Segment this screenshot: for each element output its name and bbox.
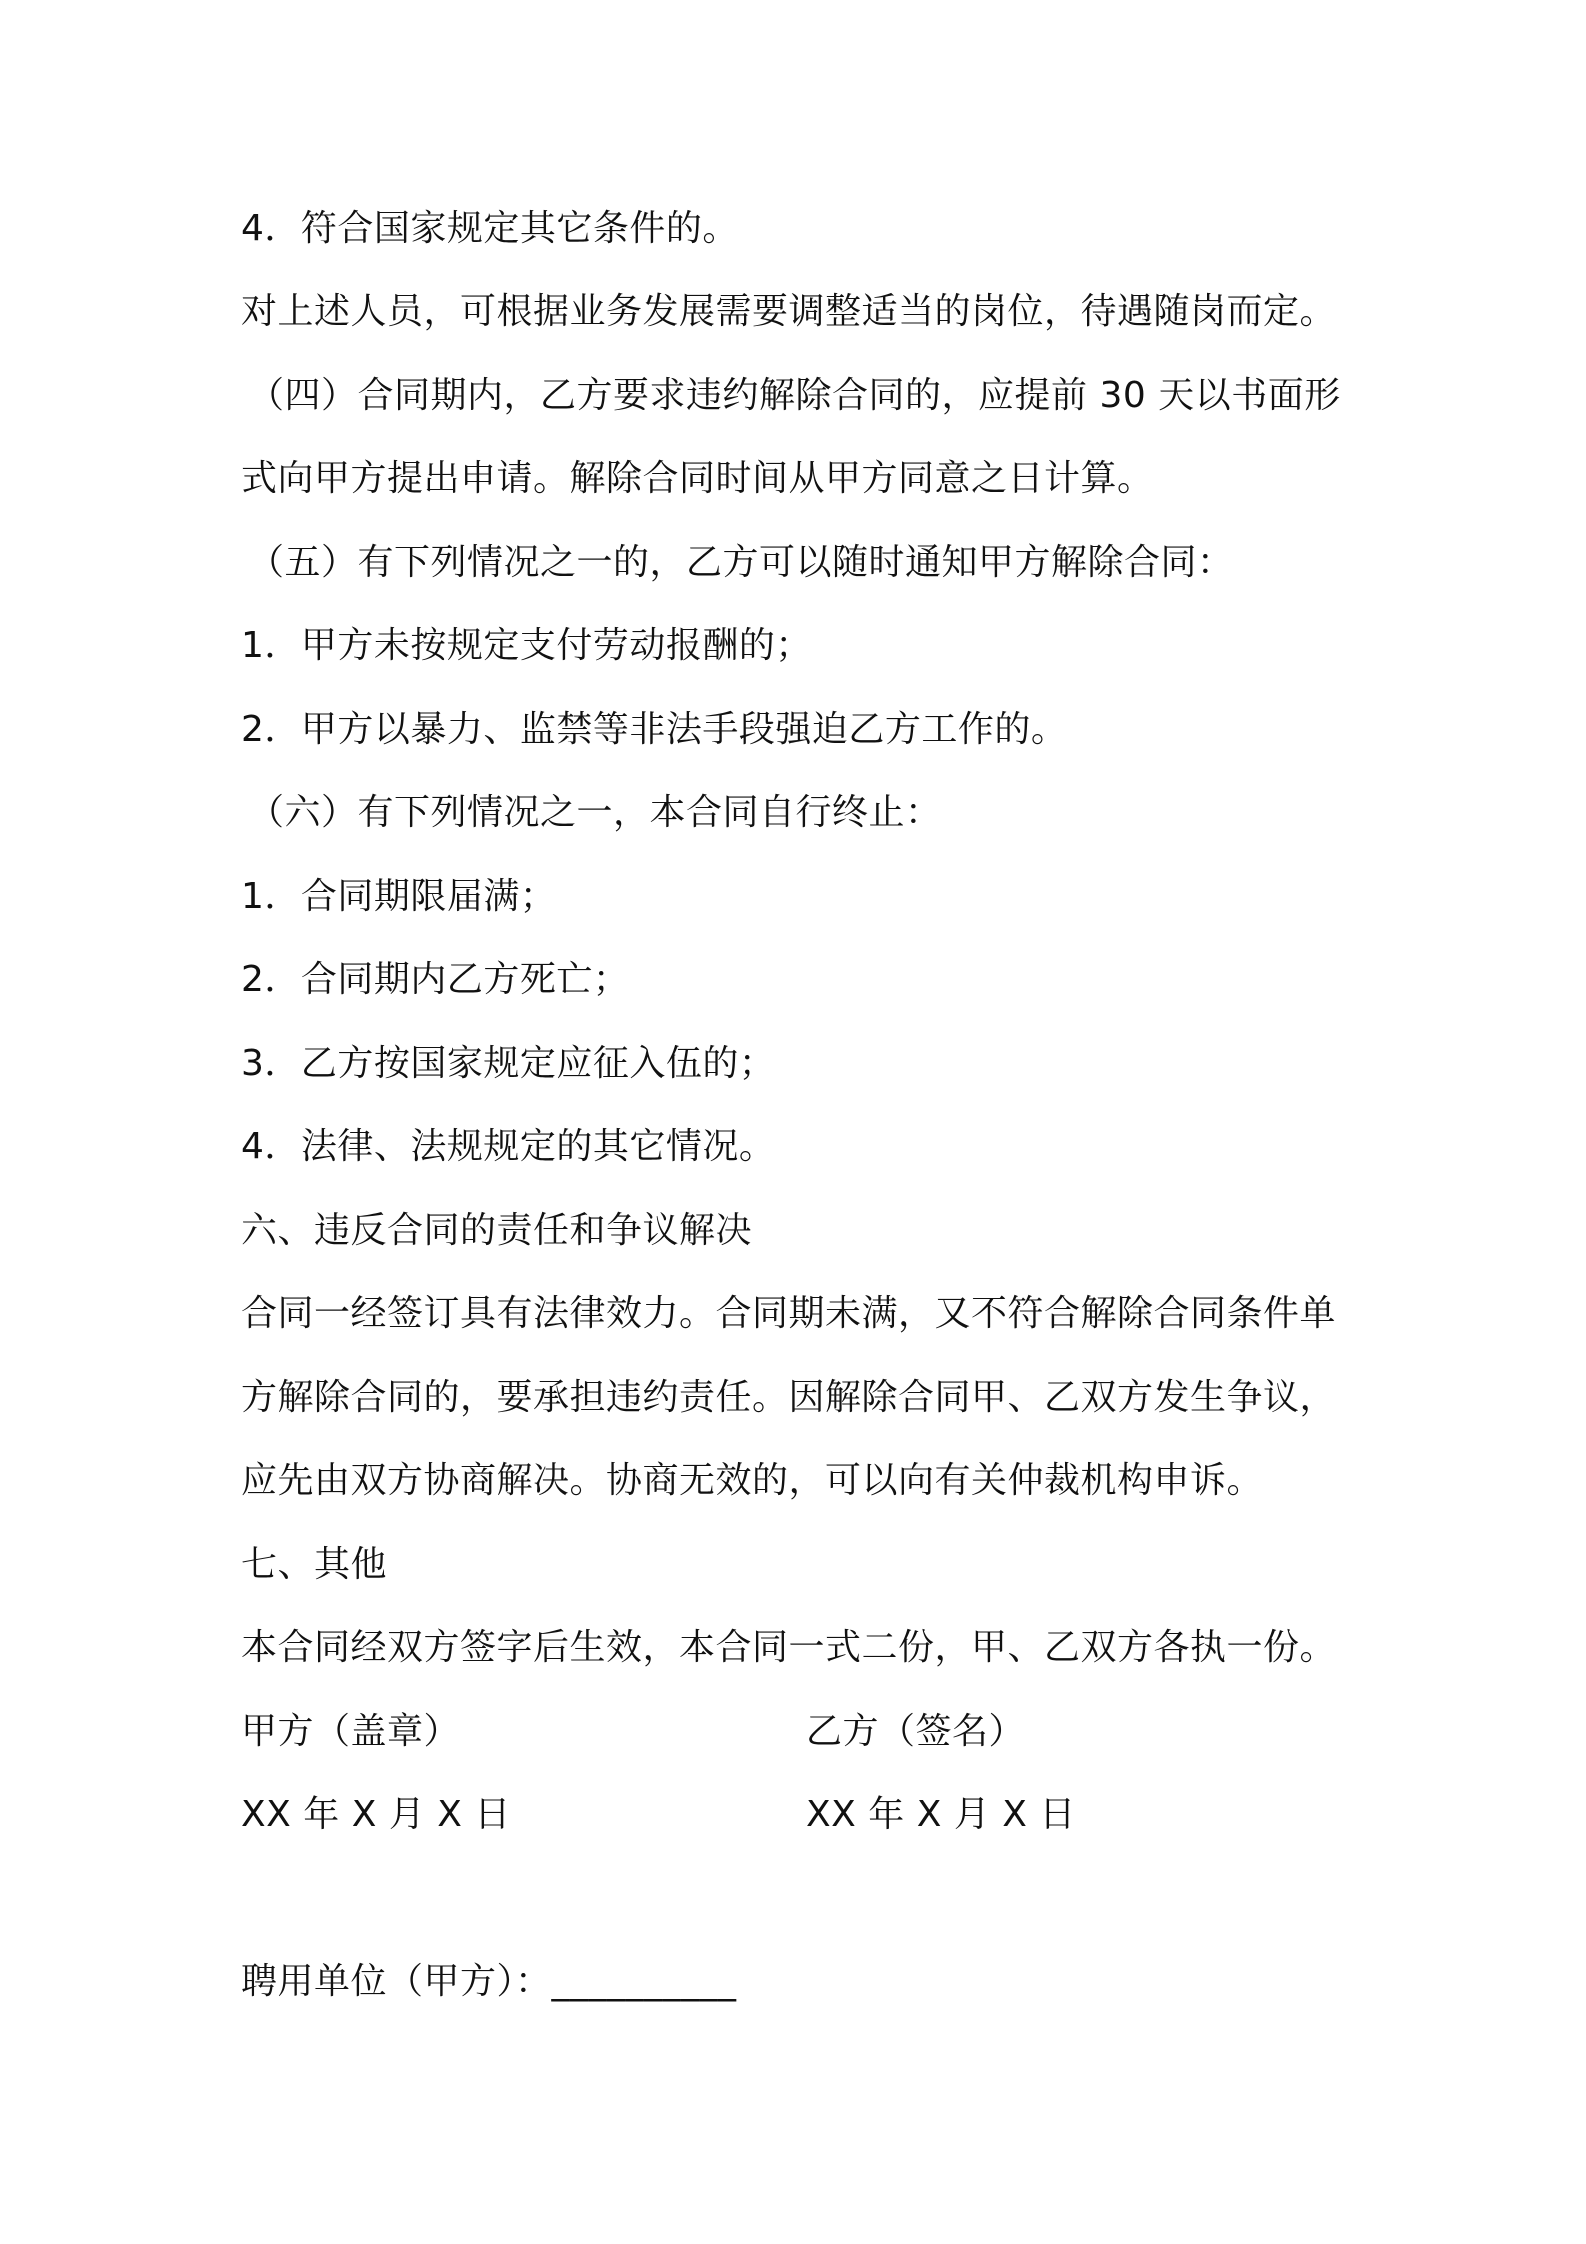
section-5-item-2: 2．甲方以暴力、监禁等非法手段强迫乙方工作的。 xyxy=(241,709,1068,750)
section-4-line-2: 式向甲方提出申请。解除合同时间从甲方同意之日计算。 xyxy=(241,458,1154,499)
party-a-seal-label: 甲方（盖章） xyxy=(241,1711,461,1752)
party-b-signature-label: 乙方（签名） xyxy=(806,1711,1026,1752)
section-6-heading: （六）有下列情况之一，本合同自行终止： xyxy=(248,792,942,833)
party-a-date: XX 年 X 月 X 日 xyxy=(241,1794,511,1835)
employer-field: 聘用单位（甲方）：__________ xyxy=(241,1961,737,2002)
article-6-line-3: 应先由双方协商解决。协商无效的，可以向有关仲裁机构申诉。 xyxy=(241,1460,1264,1501)
section-6-item-2: 2．合同期内乙方死亡； xyxy=(241,959,630,1000)
clause-4-condition: 4．符合国家规定其它条件的。 xyxy=(241,208,739,249)
article-7-body: 本合同经双方签字后生效，本合同一式二份，甲、乙双方各执一份。 xyxy=(241,1627,1337,1668)
section-6-item-3: 3．乙方按国家规定应征入伍的； xyxy=(241,1043,776,1084)
section-5-heading: （五）有下列情况之一的，乙方可以随时通知甲方解除合同： xyxy=(248,542,1234,583)
section-6-item-1: 1．合同期限届满； xyxy=(241,876,557,917)
party-b-date: XX 年 X 月 X 日 xyxy=(806,1794,1076,1835)
paragraph-position-adjustment: 对上述人员，可根据业务发展需要调整适当的岗位，待遇随岗而定。 xyxy=(241,291,1337,332)
section-4-line-1: （四）合同期内，乙方要求违约解除合同的，应提前 30 天以书面形 xyxy=(248,375,1341,416)
section-6-item-4: 4．法律、法规规定的其它情况。 xyxy=(241,1126,776,1167)
article-7-heading: 七、其他 xyxy=(241,1544,388,1585)
article-6-line-1: 合同一经签订具有法律效力。合同期未满，又不符合解除合同条件单 xyxy=(241,1293,1337,1334)
article-6-line-2: 方解除合同的，要承担违约责任。因解除合同甲、乙双方发生争议， xyxy=(241,1377,1337,1418)
section-5-item-1: 1．甲方未按规定支付劳动报酬的； xyxy=(241,625,812,666)
article-6-heading: 六、违反合同的责任和争议解决 xyxy=(241,1210,753,1251)
